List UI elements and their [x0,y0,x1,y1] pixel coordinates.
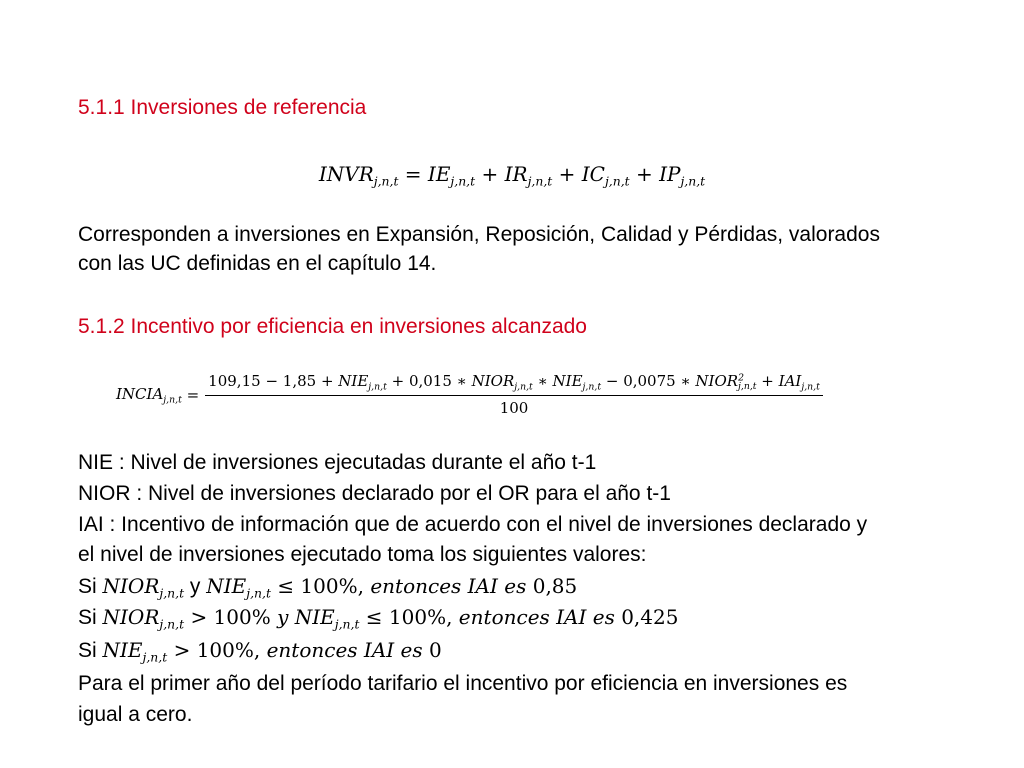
condition-1: Si $NIOR_{j,n,t}$ y $NIE_{j,n,t} \le 100\%$, entonces IAI es 0,85 [78,574,578,601]
definition-iai-line-2: el nivel de inversiones ejecutado toma los siguientes valores: [78,543,647,566]
closing-line-2: igual a cero. [78,703,193,726]
definition-nior: NIOR : Nivel de inversiones declarado por el OR para el año t-1 [78,482,671,505]
heading-inversiones-referencia: 5.1.1 Inversiones de referencia [78,96,367,119]
formula-invr: $INVR_{j,n,t} = IE_{j,n,t} + IR_{j,n,t} + IC_{j,n,t} + IP_{j,n,t}$ [318,162,706,189]
closing-line-1: Para el primer año del período tarifario el incentivo por eficiencia en inversiones es [78,672,848,695]
condition-2: Si $NIOR_{j,n,t} > 100\%$ y $NIE_{j,n,t} \le 100\%$, entonces IAI es 0,425 [78,605,679,632]
condition-3: Si $NIE_{j,n,t} > 100\%$, entonces IAI es 0 [78,638,442,665]
definition-nie: NIE : Nivel de inversiones ejecutadas durante el año t-1 [78,451,597,474]
definition-iai-line-1: IAI : Incentivo de información que de acuerdo con el nivel de inversiones declarado y [78,513,868,536]
paragraph-line-1: Corresponden a inversiones en Expansión, Reposición, Calidad y Pérdidas, valorados [78,223,880,246]
formula-incia: $INCIA_{j,n,t}$ = $109,15 - 1,85 + NIE_{j,n,t} + 0,015$ ∗ $NIOR_{j,n,t}$ ∗ $NIE_{j,n,t} - 0,0075$ ∗ $NIOR^2_{j,n,t} + IAI_{j,n,t}$ 100 [116,372,823,417]
heading-incentivo-eficiencia: 5.1.2 Incentivo por eficiencia en inversiones alcanzado [78,315,587,338]
paragraph-line-2: con las UC definidas en el capítulo 14. [78,252,437,275]
